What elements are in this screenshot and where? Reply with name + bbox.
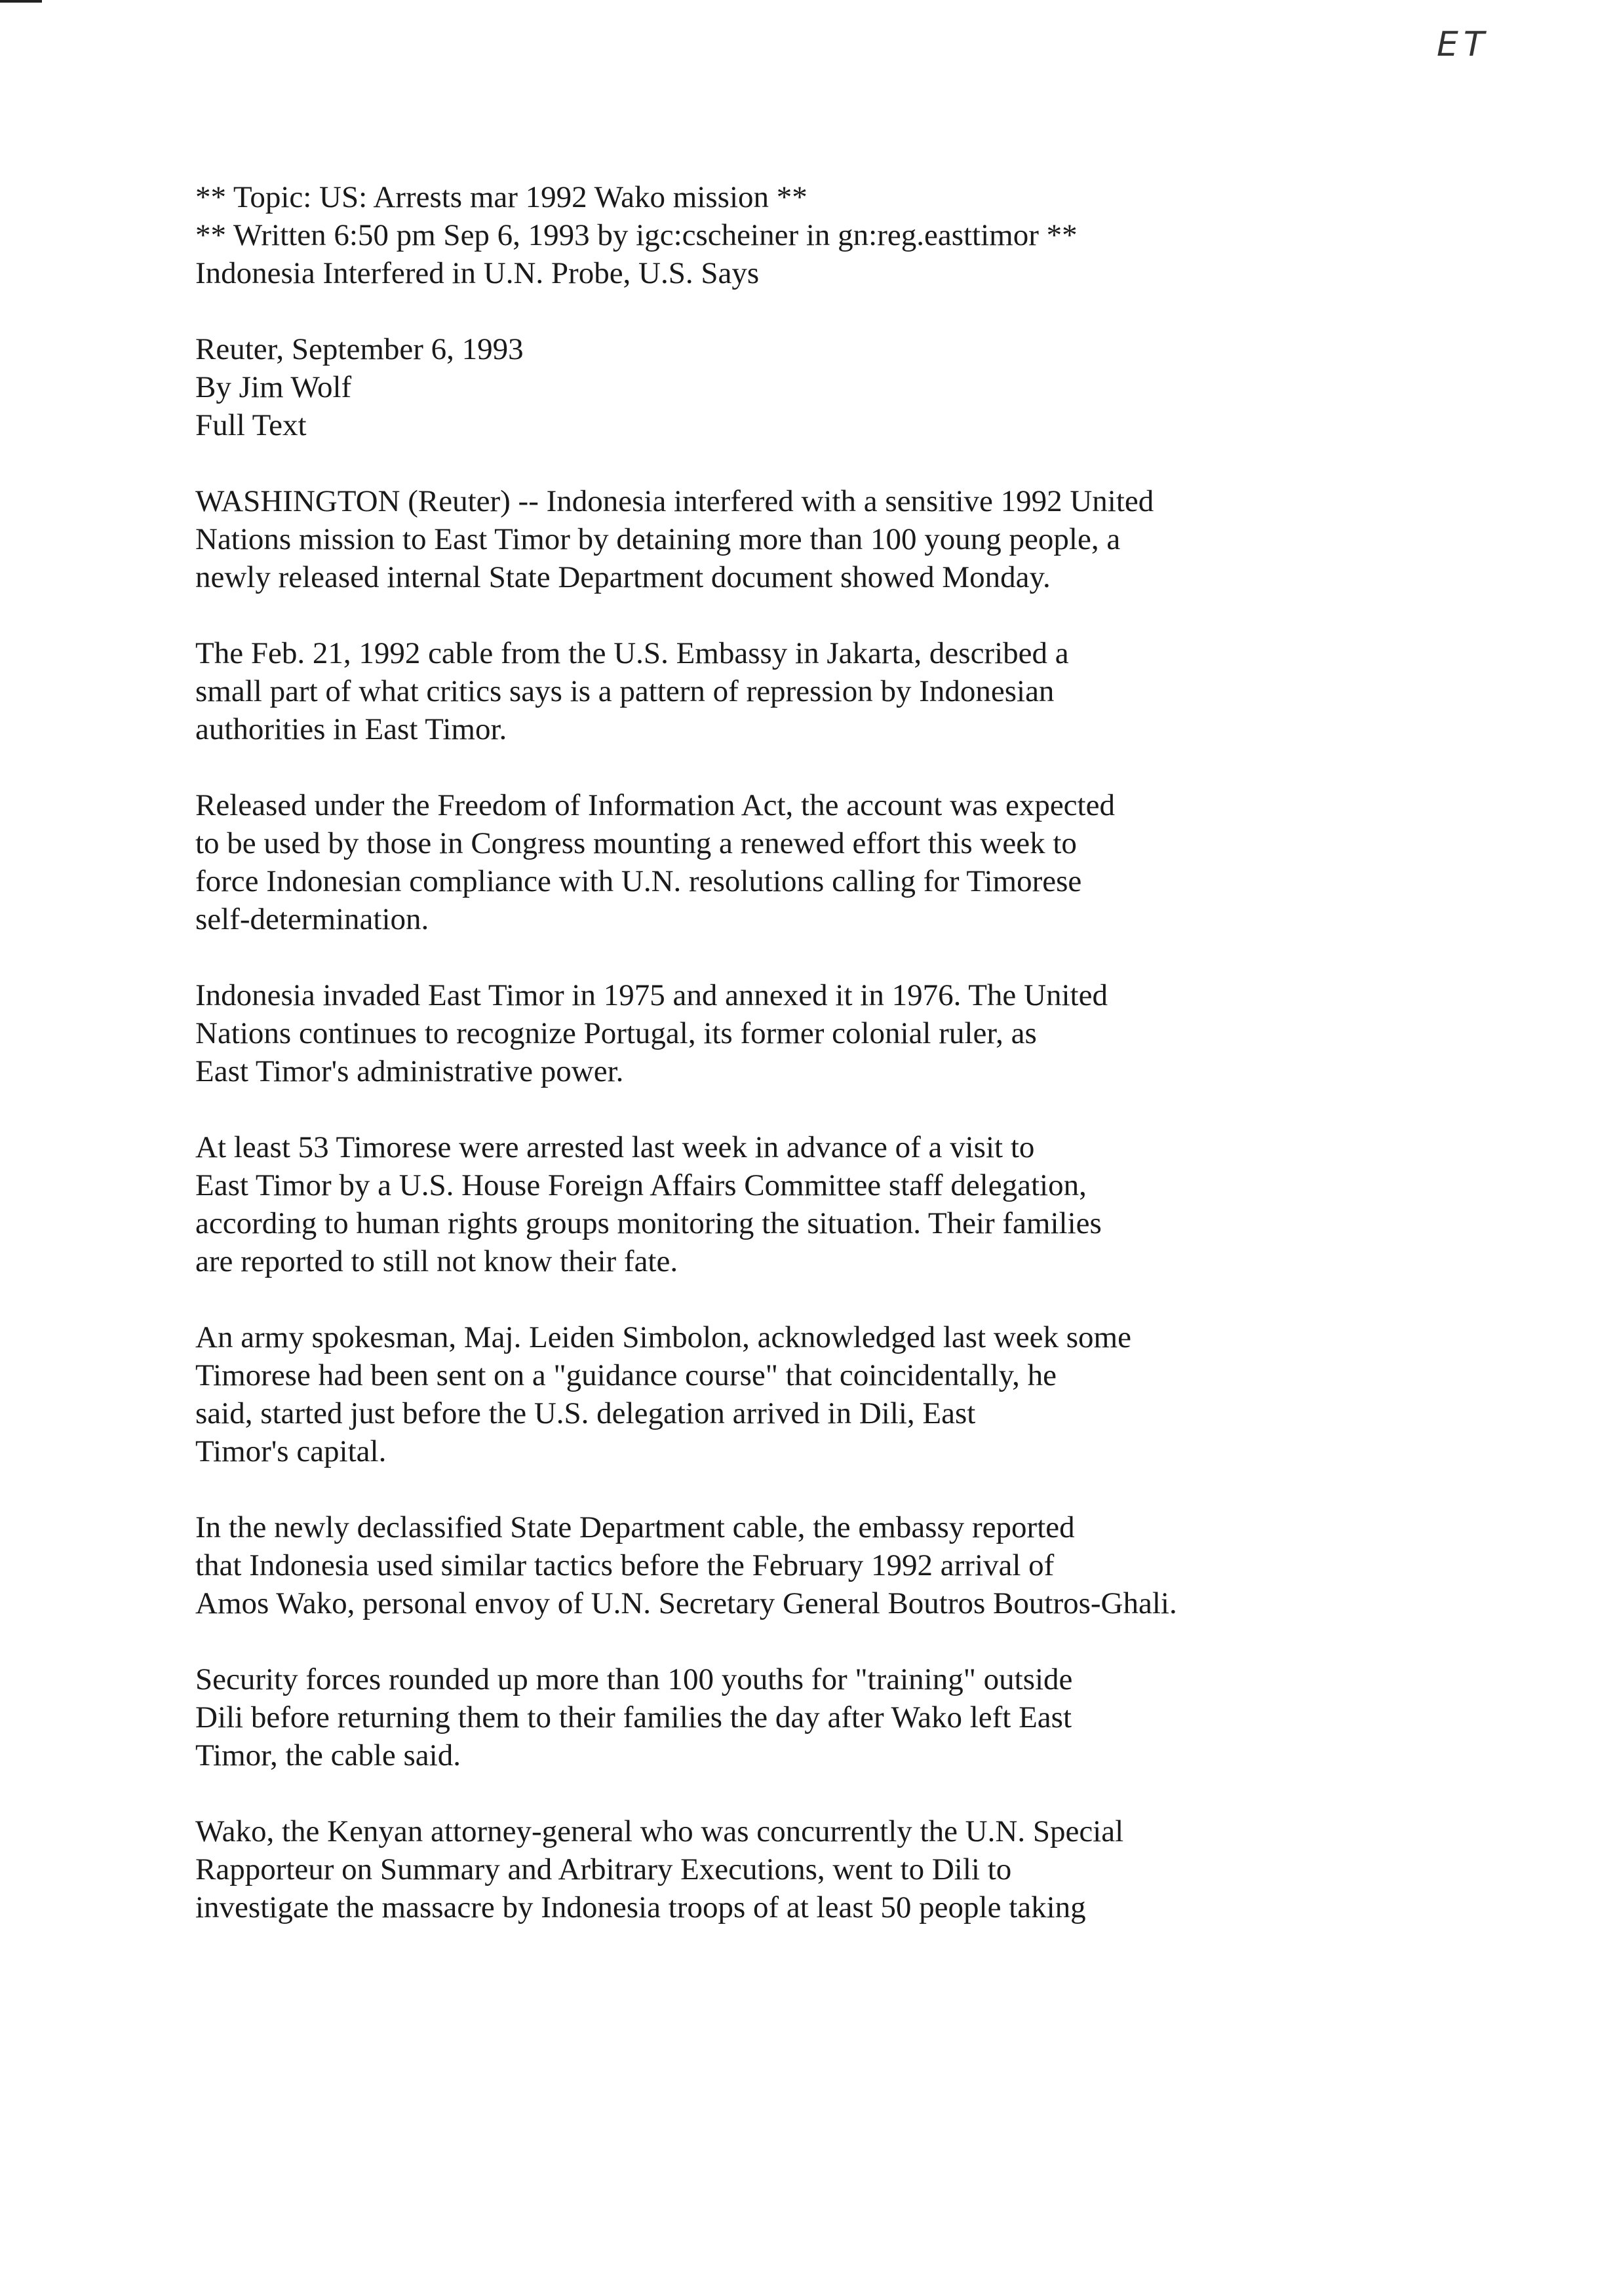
- paragraph-line: Wako, the Kenyan attorney-general who was concurrently the U.N. Special: [195, 1814, 1124, 1848]
- paragraph-line: An army spokesman, Maj. Leiden Simbolon, acknowledged last week some: [195, 1320, 1131, 1354]
- paragraph-line: Security forces rounded up more than 100 youths for "training" outside: [195, 1662, 1073, 1696]
- paragraph-line: are reported to still not know their fate.: [195, 1244, 678, 1278]
- article-paragraphs: [195, 482, 1336, 1926]
- article-paragraph: [195, 1660, 1336, 1774]
- header-block: [195, 178, 1336, 292]
- handwritten-annotation: ET: [1437, 25, 1490, 64]
- article-paragraph: [195, 1508, 1336, 1622]
- text-type-line: Full Text: [195, 408, 307, 442]
- article-paragraph: [195, 1812, 1336, 1926]
- paragraph-line: East Timor by a U.S. House Foreign Affairs Committee staff delegation,: [195, 1168, 1087, 1202]
- scan-corner-mark: [0, 0, 42, 3]
- paragraph-line: Dili before returning them to their families the day after Wako left East: [195, 1700, 1072, 1734]
- paragraph-line: The Feb. 21, 1992 cable from the U.S. Embassy in Jakarta, described a: [195, 636, 1069, 670]
- paragraph-line: Indonesia invaded East Timor in 1975 and annexed it in 1976. The United: [195, 978, 1108, 1012]
- topic-line: ** Topic: US: Arrests mar 1992 Wako mission **: [195, 180, 808, 214]
- source-line: Reuter, September 6, 1993: [195, 332, 524, 366]
- paragraph-line: Timor, the cable said.: [195, 1738, 461, 1772]
- paragraph-line: small part of what critics says is a pattern of repression by Indonesian: [195, 674, 1055, 708]
- paragraph-line: Rapporteur on Summary and Arbitrary Executions, went to Dili to: [195, 1852, 1012, 1886]
- paragraph-line: WASHINGTON (Reuter) -- Indonesia interfered with a sensitive 1992 United: [195, 484, 1154, 518]
- paragraph-line: Timorese had been sent on a "guidance course" that coincidentally, he: [195, 1358, 1057, 1392]
- paragraph-line: according to human rights groups monitoring the situation. Their families: [195, 1206, 1102, 1240]
- paragraph-line: to be used by those in Congress mounting a renewed effort this week to: [195, 826, 1077, 860]
- paragraph-line: force Indonesian compliance with U.N. resolutions calling for Timorese: [195, 864, 1082, 898]
- paragraph-line: Timor's capital.: [195, 1434, 387, 1468]
- paragraph-line: investigate the massacre by Indonesia troops of at least 50 people taking: [195, 1890, 1086, 1924]
- paragraph-line: newly released internal State Department document showed Monday.: [195, 560, 1051, 594]
- article-paragraph: [195, 976, 1336, 1090]
- paragraph-line: East Timor's administrative power.: [195, 1054, 624, 1088]
- article-paragraph: [195, 1318, 1336, 1470]
- written-line: ** Written 6:50 pm Sep 6, 1993 by igc:cscheiner in gn:reg.easttimor **: [195, 218, 1078, 252]
- author-line: By Jim Wolf: [195, 370, 352, 404]
- paragraph-line: self-determination.: [195, 902, 429, 936]
- paragraph-line: At least 53 Timorese were arrested last week in advance of a visit to: [195, 1130, 1035, 1164]
- article-paragraph: [195, 1128, 1336, 1280]
- paragraph-line: that Indonesia used similar tactics before the February 1992 arrival of: [195, 1548, 1055, 1582]
- paragraph-line: said, started just before the U.S. delegation arrived in Dili, East: [195, 1396, 976, 1430]
- paragraph-line: Released under the Freedom of Information Act, the account was expected: [195, 788, 1115, 822]
- article-paragraph: [195, 634, 1336, 748]
- paragraph-line: Nations mission to East Timor by detaining more than 100 young people, a: [195, 522, 1121, 556]
- paragraph-line: authorities in East Timor.: [195, 712, 507, 746]
- paragraph-line: Amos Wako, personal envoy of U.N. Secretary General Boutros Boutros-Ghali.: [195, 1586, 1177, 1620]
- document-body: [195, 178, 1336, 1964]
- paragraph-line: In the newly declassified State Department cable, the embassy reported: [195, 1510, 1075, 1544]
- byline-block: [195, 330, 1336, 444]
- article-paragraph: [195, 482, 1336, 596]
- paragraph-line: Nations continues to recognize Portugal, its former colonial ruler, as: [195, 1016, 1037, 1050]
- headline: Indonesia Interfered in U.N. Probe, U.S. Says: [195, 256, 760, 290]
- article-paragraph: [195, 786, 1336, 938]
